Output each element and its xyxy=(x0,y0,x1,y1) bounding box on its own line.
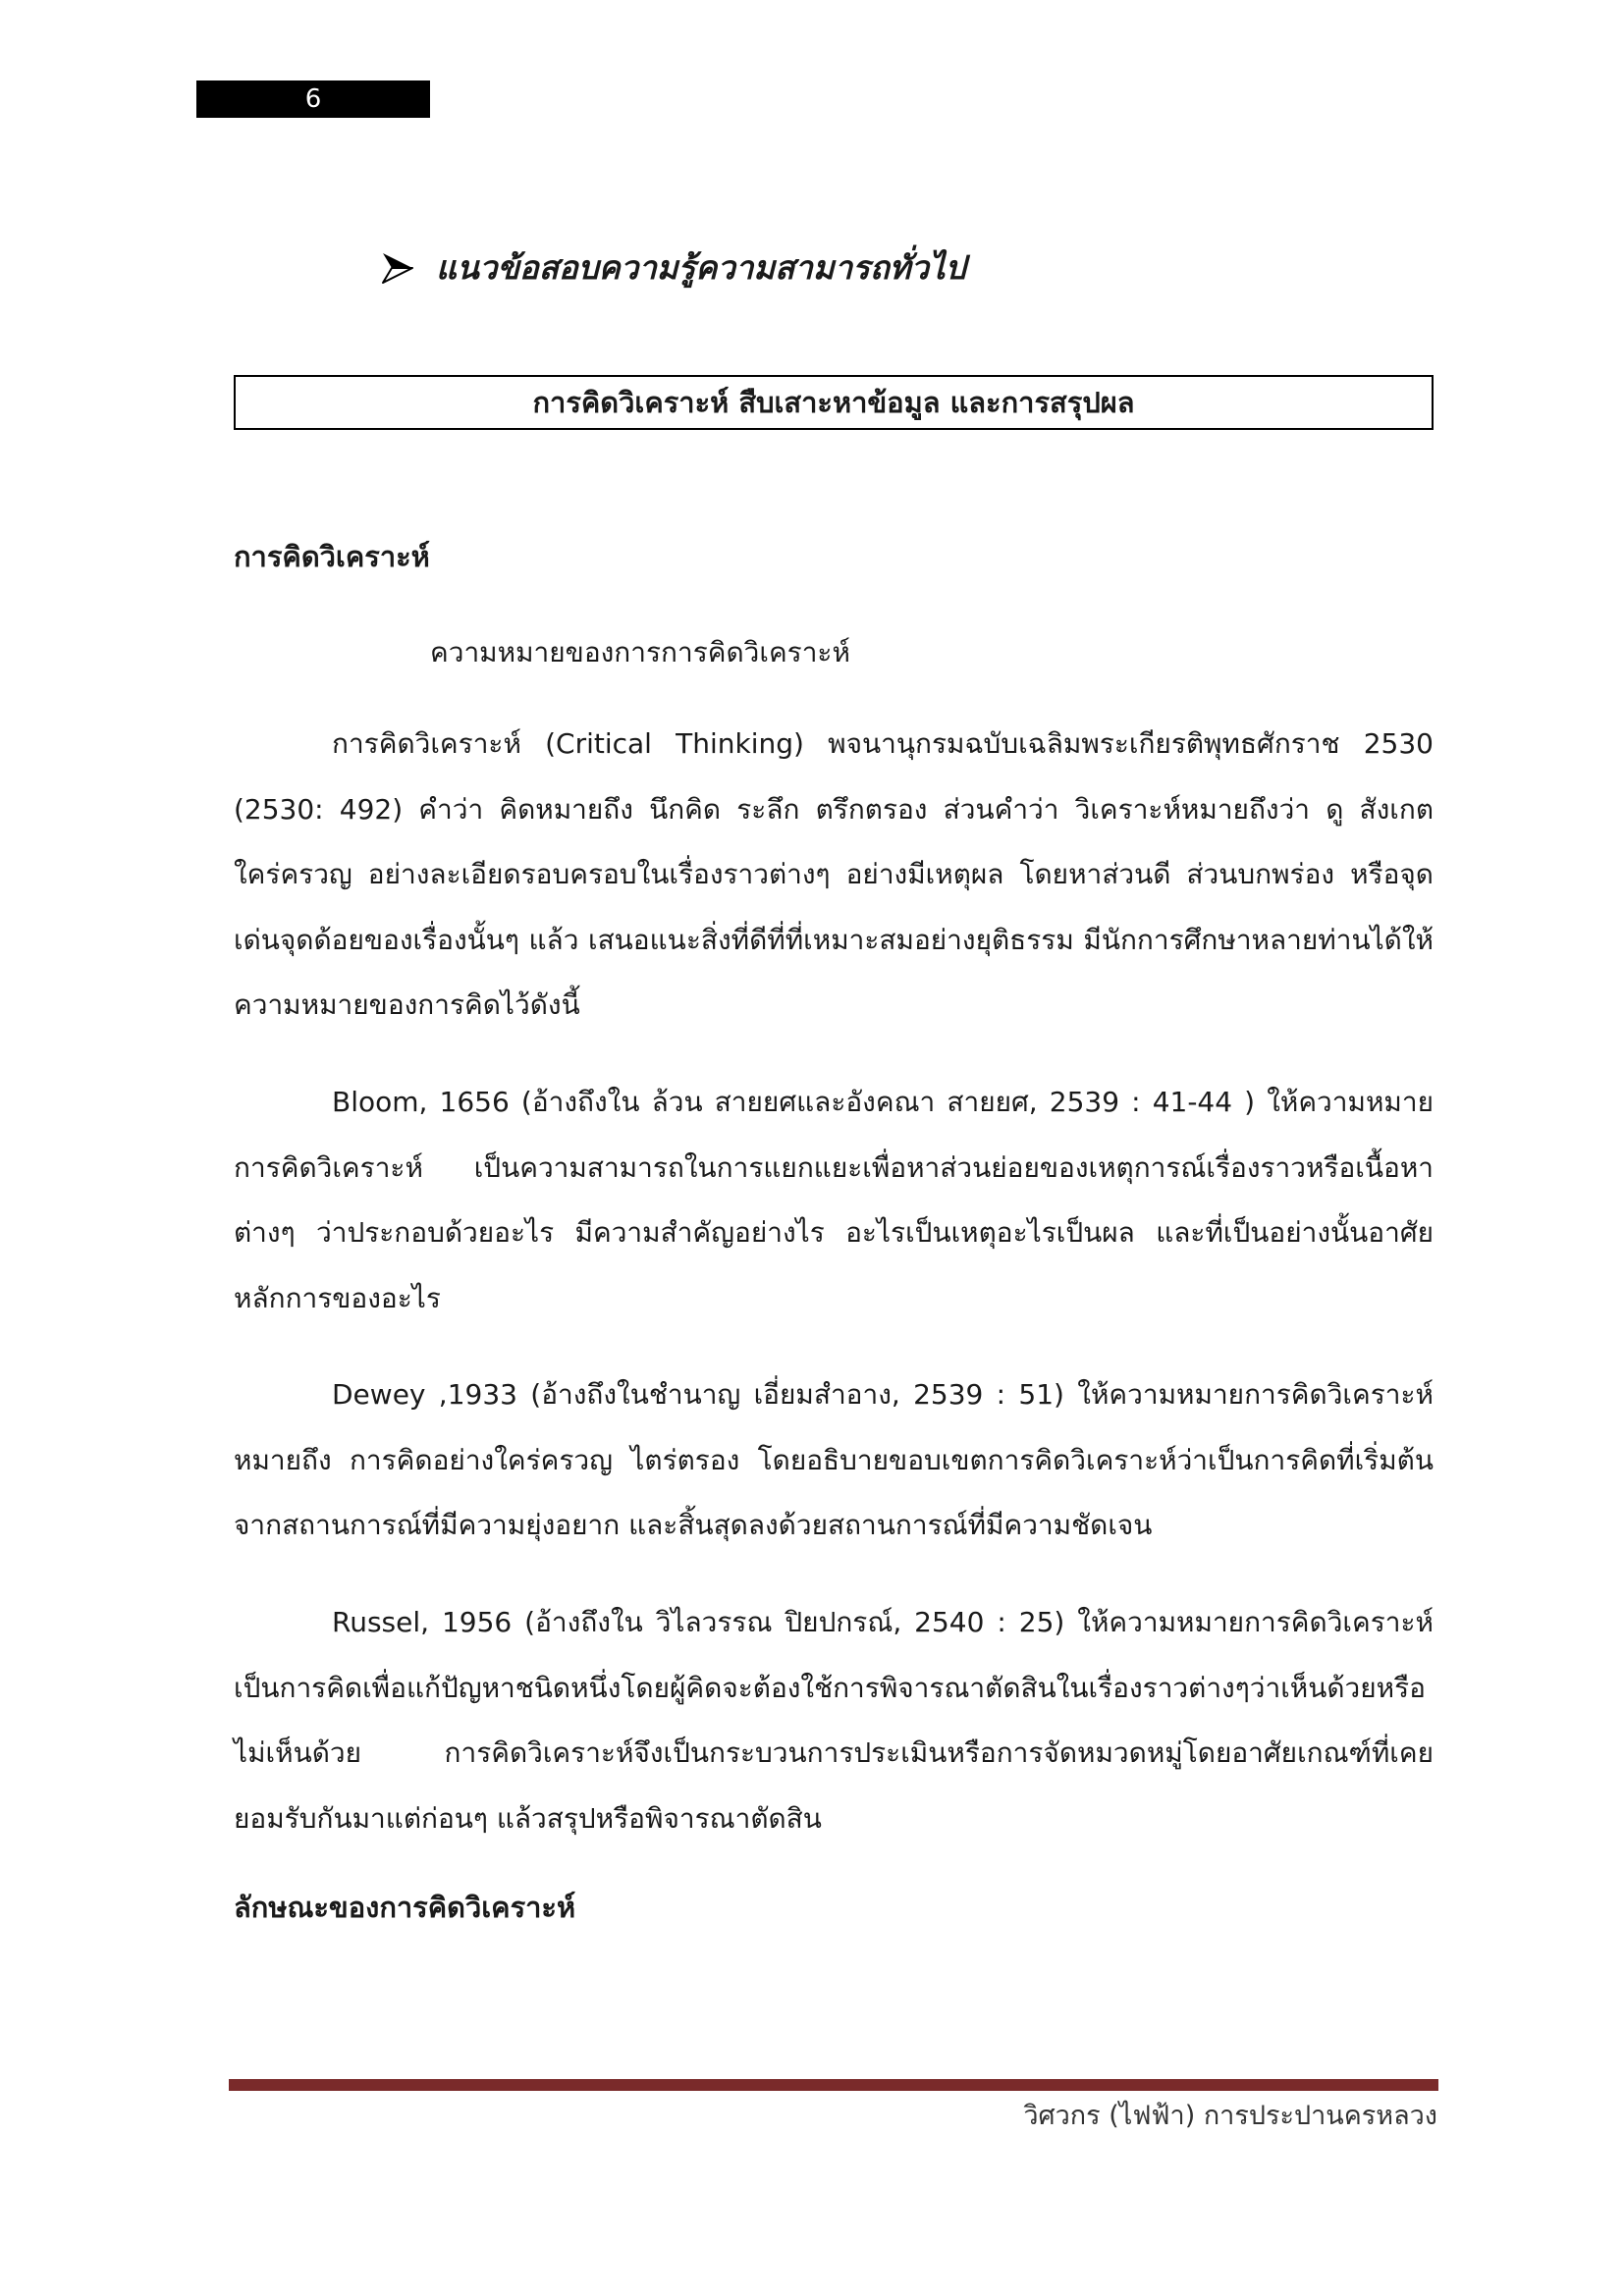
title-box: การคิดวิเคราะห์ สืบเสาะหาข้อมูล และการสรุปผล xyxy=(234,375,1434,430)
paragraph-4: Russel, 1956 (อ้างถึงใน วิไลวรรณ ปิยปกรณ์, 2540 : 25) ให้ความหมายการคิดวิเคราะห์เป็นการคิดเพื่อแก้ปัญหาชนิดหนึ่งโดยผู้คิดจะต้องใช้การพิจารณาตัดสินในเรื่องราวต่างๆว่าเห็นด้วยหรือไม่เห็นด้วย การคิดวิเคราะห์จึงเป็นกระบวนการประเมินหรือการจัดหมวดหมู่โดยอาศัยเกณฑ์ที่เคยยอมรับกันมาแต่ก่อนๆ แล้วสรุปหรือพิจารณาตัดสิน xyxy=(234,1606,1434,1835)
footer-text: วิศวกร (ไฟฟ้า) การประปานครหลวง xyxy=(1023,2101,1437,2131)
heading-analytical-thinking: การคิดวิเคราะห์ xyxy=(234,540,430,573)
paragraph-1: การคิดวิเคราะห์ (Critical Thinking) พจนานุกรมฉบับเฉลิมพระเกียรติพุทธศักราช 2530 (2530: 492) คำว่า คิดหมายถึง นึกคิด ระลึก ตรึกตรอง ส่วนคำว่า วิเคราะห์หมายถึงว่า ดู สังเกต ใคร่ครวญ อย่างละเอียดรอบครอบในเรื่องราวต่างๆ อย่างมีเหตุผล โดยหาส่วนดี ส่วนบกพร่อง หรือจุดเด่นจุดด้อยของเรื่องนั้นๆ แล้ว เสนอแนะสิ่งที่ดีที่ที่เหมาะสมอย่างยุติธรรม มีนักการศึกษาหลายท่านได้ให้ความหมายของการคิดไว้ดังนี้ xyxy=(234,727,1434,1021)
section-heading xyxy=(381,243,966,293)
paragraph-3: Dewey ,1933 (อ้างถึงในชำนาญ เอี่ยมสำอาง, 2539 : 51) ให้ความหมายการคิดวิเคราะห์หมายถึง การคิดอย่างใคร่ครวญ ไตร่ตรอง โดยอธิบายขอบเขตการคิดวิเคราะห์ว่าเป็นการคิดที่เริ่มต้นจากสถานการณ์ที่มีความยุ่งอยาก และสิ้นสุดลงด้วยสถานการณ์ที่มีความชัดเจน xyxy=(234,1378,1434,1541)
heading-characteristics: ลักษณะของการคิดวิเคราะห์ xyxy=(234,1891,576,1924)
footer-rule xyxy=(229,2079,1438,2091)
arrow-bullet-icon xyxy=(381,251,414,285)
sub-item-definition: ความหมายของการการคิดวิเคราะห์ xyxy=(430,636,850,668)
page-number-tab: 6 xyxy=(196,80,430,118)
paragraph-2: Bloom, 1656 (อ้างถึงใน ล้วน สายยศและอังคณา สายยศ, 2539 : 41-44 ) ให้ความหมายการคิดวิเคราะห์ เป็นความสามารถในการแยกแยะเพื่อหาส่วนย่อยของเหตุการณ์เรื่องราวหรือเนื้อหาต่างๆ ว่าประกอบด้วยอะไร มีความสำคัญอย่างไร อะไรเป็นเหตุอะไรเป็นผล และที่เป็นอย่างนั้นอาศัยหลักการของอะไร xyxy=(234,1086,1434,1314)
section-heading-text: แนวข้อสอบความรู้ความสามารถทั่วไป xyxy=(436,248,966,287)
